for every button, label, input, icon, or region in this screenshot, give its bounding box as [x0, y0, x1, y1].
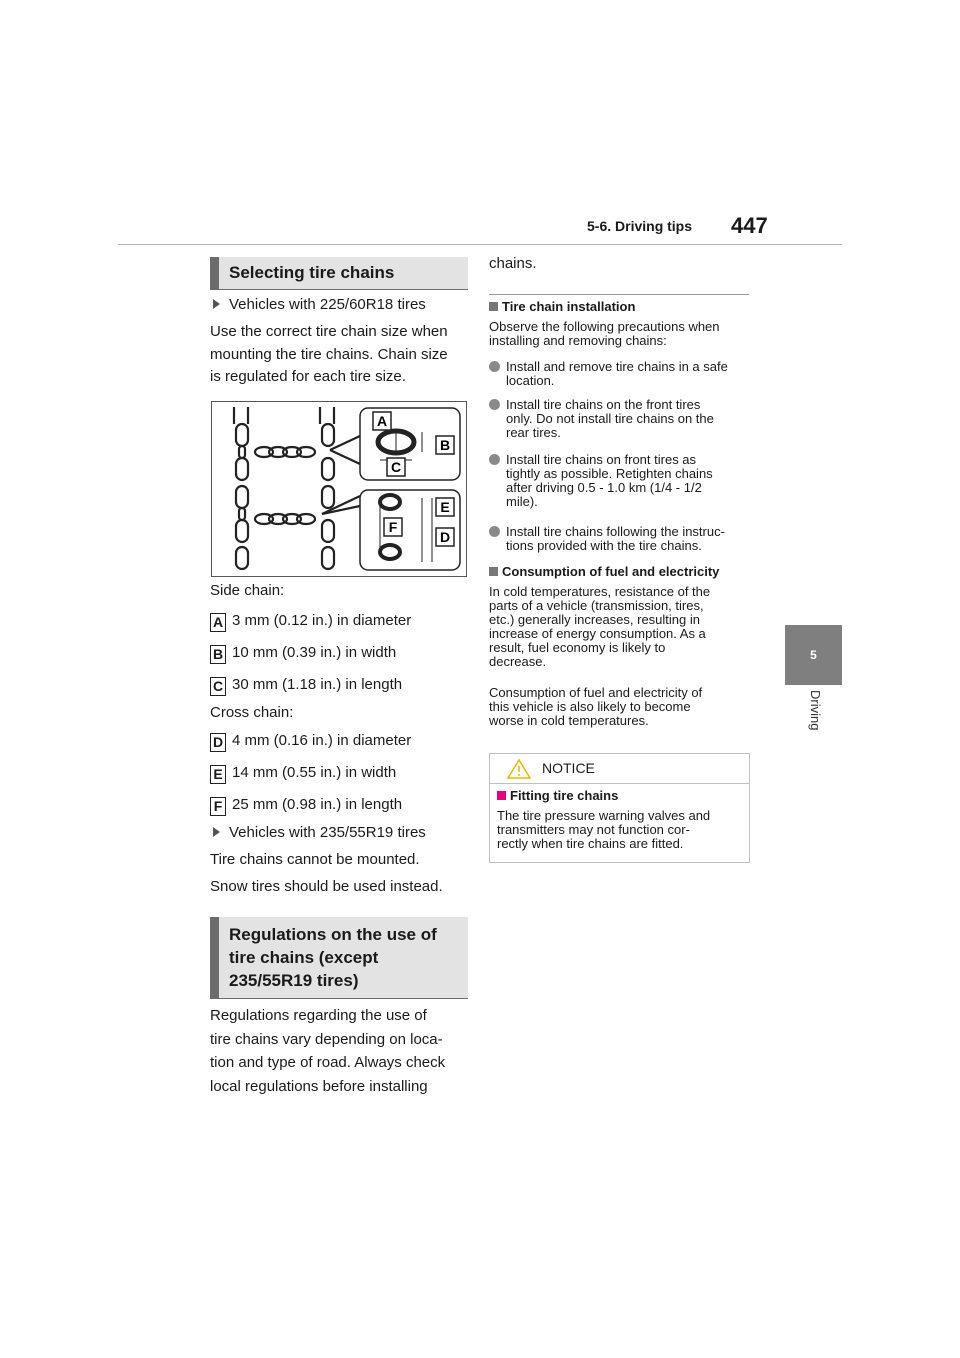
- figure-label-e: E: [440, 499, 450, 515]
- section-heading-regulations: Regulations on the use of tire chains (except 235/55R19 tires): [210, 917, 468, 999]
- figure-label-c: C: [390, 459, 402, 475]
- round-bullet-icon: [489, 361, 500, 372]
- round-bullet-icon: [489, 454, 500, 465]
- header-section-title: 5-6. Driving tips: [587, 218, 693, 234]
- cannot-mount-text: Tire chains cannot be mounted.: [210, 851, 420, 868]
- install-bullet-3: Install tire chains on front tires as tightly as possible. Retighten chains after driving 0.5 - 1.0 km (1/4 - 1/2 mile).: [489, 453, 751, 509]
- intro-paragraph: Use the correct tire chain size when mounting the tire chains. Chain size is regulated for each tire size.: [210, 323, 448, 385]
- figure-label-f: F: [388, 519, 398, 535]
- notice-header: [490, 754, 749, 784]
- square-bullet-icon: [489, 302, 498, 311]
- notice-box: [489, 753, 750, 863]
- page-number: 447: [731, 213, 768, 238]
- vehicle-condition-1: Vehicles with 225/60R18 tires: [210, 294, 472, 316]
- install-intro: Observe the following precautions when installing and removing chains:: [489, 319, 720, 348]
- header-divider: [118, 244, 842, 245]
- spec-side-width: B 10 mm (0.39 in.) in width: [210, 642, 472, 664]
- round-bullet-icon: [489, 526, 500, 537]
- continued-text: chains.: [489, 255, 537, 272]
- square-bullet-icon: [497, 791, 506, 800]
- cross-chain-label: Cross chain:: [210, 704, 294, 721]
- subsection-divider: [489, 294, 749, 295]
- notice-subheading: Fitting tire chains: [497, 788, 618, 803]
- install-bullet-1: Install and remove tire chains in a safe location.: [489, 360, 751, 388]
- install-bullet-4: Install tire chains following the instruc- tions provided with the tire chains.: [489, 525, 751, 553]
- round-bullet-icon: [489, 399, 500, 410]
- consumption-paragraph-1: In cold temperatures, resistance of the parts of a vehicle (transmission, tires, etc.) generally increases, resulting in increase of energy consumption. As a result, fuel economy is likely to decrease.: [489, 584, 711, 669]
- chapter-tab: 5: [785, 625, 842, 685]
- triangle-bullet-icon: [213, 299, 220, 309]
- warning-triangle-icon: [506, 758, 532, 780]
- spec-side-length: C 30 mm (1.18 in.) in length: [210, 674, 472, 696]
- subheading-consumption: Consumption of fuel and electricity: [489, 564, 719, 579]
- figure-label-b: B: [439, 437, 451, 453]
- notice-title: NOTICE: [542, 760, 595, 776]
- spec-cross-diameter: D 4 mm (0.16 in.) in diameter: [210, 730, 472, 752]
- square-bullet-icon: [489, 567, 498, 576]
- tire-chain-figure: [211, 401, 467, 577]
- tire-chain-illustration: [212, 402, 466, 576]
- spec-cross-length: F 25 mm (0.98 in.) in length: [210, 794, 472, 816]
- spec-cross-width: E 14 mm (0.55 in.) in width: [210, 762, 472, 784]
- figure-label-a: A: [376, 413, 388, 429]
- install-bullet-2: Install tire chains on the front tires only. Do not install tire chains on the rear tires.: [489, 398, 751, 440]
- subheading-tire-chain-installation: Tire chain installation: [489, 299, 635, 314]
- notice-text: The tire pressure warning valves and transmitters may not function cor- rectly when tire chains are fitted.: [497, 808, 711, 851]
- triangle-bullet-icon: [213, 827, 220, 837]
- snow-tires-text: Snow tires should be used instead.: [210, 878, 443, 895]
- spec-side-diameter: A 3 mm (0.12 in.) in diameter: [210, 610, 472, 632]
- consumption-paragraph-2: Consumption of fuel and electricity of this vehicle is also likely to become worse in cold temperatures.: [489, 685, 703, 728]
- side-chain-label: Side chain:: [210, 582, 285, 599]
- section-heading-selecting-tire-chains: Selecting tire chains: [210, 257, 468, 290]
- figure-label-d: D: [439, 529, 451, 545]
- chapter-label: Driving: [808, 690, 823, 731]
- regulations-paragraph: Regulations regarding the use of tire chains vary depending on loca- tion and type of road. Always check local regulations before installing: [210, 1007, 446, 1095]
- vehicle-condition-2: Vehicles with 235/55R19 tires: [210, 822, 472, 844]
